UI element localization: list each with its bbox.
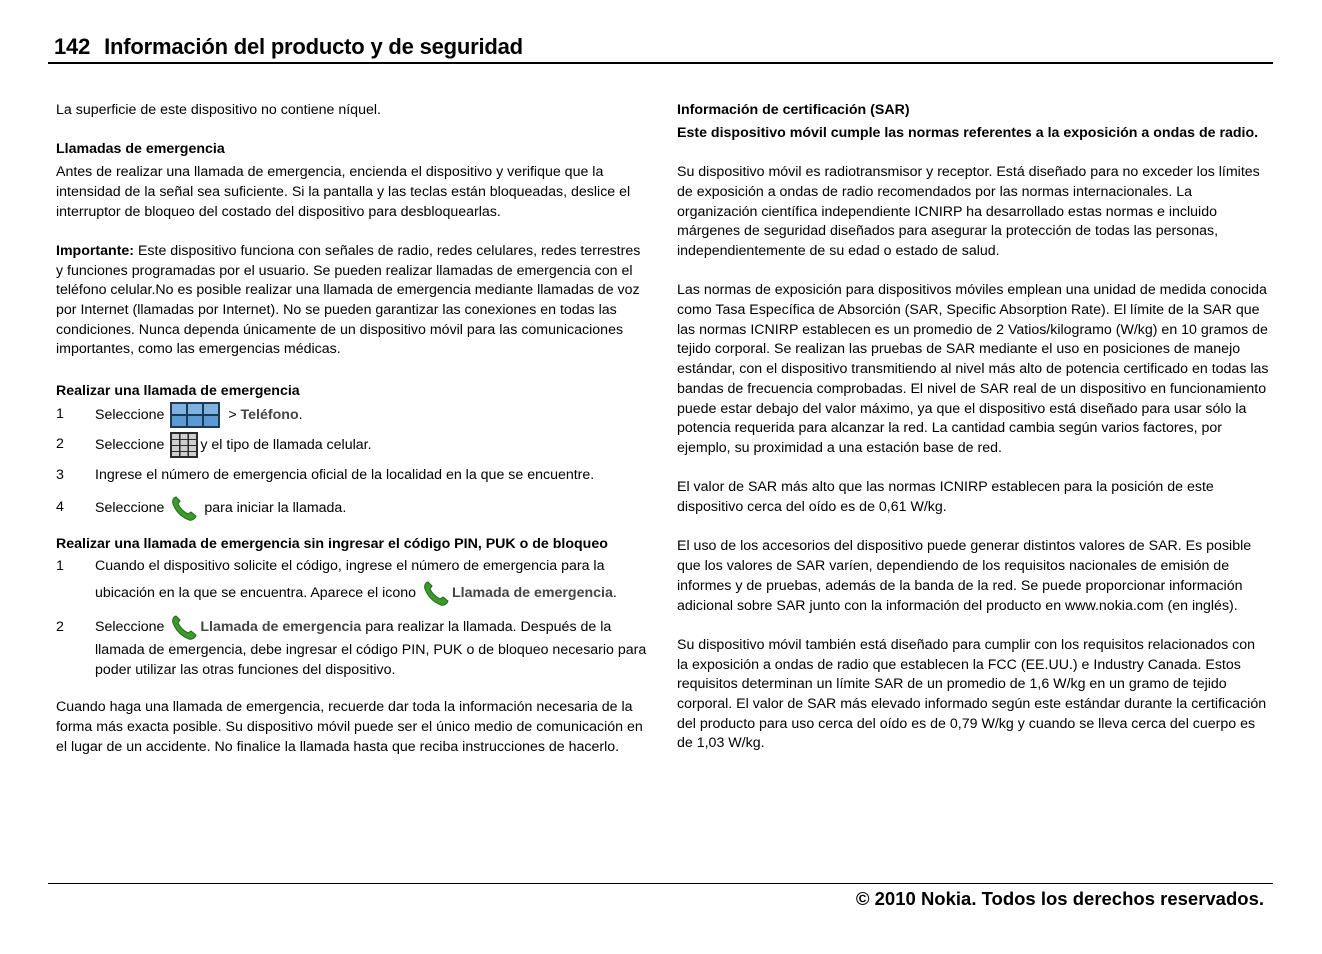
sar-paragraph-2: Las normas de exposición para dispositivos móviles emplean una unidad de medida conocida como Tasa Específica de Absorción (SAR, Specific Absorption Rate). El límite de la SAR que las normas ICNIRP establecen es un promedio de 2 Vatios/kilogramo (W/kg) en 10 gramos de tejido corporal. Se realizan las pruebas de SAR mediante el uso en posiciones de manejo estándar, con el dispositivo transmitiendo al nivel más alto de potencia certificado en todas las bandas de frecuencia comprobadas. El nivel de SAR real de un dispositivo en funcionamiento puede estar debajo del valor máximo, ya que el dispositivo está diseñado para usar sólo la potencia requerida para alcanzar la red. La cantidad cambia según varios factores, por ejemplo, su proximidad a una estación base de red.: [677, 282, 1269, 456]
step-text: llamada de emergencia, debe ingresar el código PIN, PUK o de bloqueo necesario para poder utilizar las otras funciones del dispositivo.: [95, 641, 647, 678]
emergency-text: Antes de realizar una llamada de emergencia, encienda el dispositivo y verifique que la intensidad de la señal sea suficiente. Si la pantalla y las teclas están bloqueadas, deslice el interruptor de bloqueo del costado del dispositivo para desbloquearlas.: [56, 164, 631, 220]
step-text: Ingrese el número de emergencia oficial de la localidad en la que se encuentre.: [95, 466, 595, 483]
important-paragraph: [56, 242, 648, 360]
step-4: 4 Seleccione para iniciar la llamada.: [56, 493, 648, 523]
step-number: 1: [56, 405, 64, 422]
call-icon: [422, 579, 450, 607]
step-text: Seleccione: [95, 406, 165, 423]
step-number: 2: [56, 618, 64, 635]
important-text: Este dispositivo funciona con señales de radio, redes celulares, redes terrestres y funciones programadas por el usuario. Se pueden realizar llamadas de emergencia con el teléfono celular.No es posible realizar una llamada de emergencia mediante llamadas de voz por Internet (llamadas por Internet). No se pueden garantizar las conexiones en todas las condiciones. Nunca dependa únicamente de un dispositivo móvil para las comunicaciones importantes, como las emergencias médicas.: [56, 242, 641, 358]
sar-paragraph-1: Su dispositivo móvil es radiotransmisor y receptor. Está diseñado para no exceder los límites de exposición a ondas de radio recomendados por las normas internacionales. La organización científica independiente ICNIRP ha desarrollado estas normas e incluido márgenes de seguridad diseñados para asegurar la protección de todas las personas, independientemente de su edad o estado de salud.: [677, 164, 1260, 259]
step-number: 1: [56, 558, 64, 575]
keypad-icon[interactable]: [170, 432, 198, 458]
step-2: 2 Seleccione y el tipo de llamada celular.: [56, 431, 648, 459]
sar-paragraph-3: El valor de SAR más alto que las normas ICNIRP establecen para la posición de este dispositivo cerca del oído es de 0,61 W/kg.: [677, 479, 1214, 516]
step-3: [56, 462, 648, 490]
sar-paragraph-4: El uso de los accesorios del dispositivo puede generar distintos valores de SAR. Es posible que los valores de SAR varíen, dependiendo de los requisitos nacionales de emisión de informes y de pruebas, además de la banda de la red. Se puede proporcionar información adicional sobre SAR junto con la información del producto en www.nokia.com (en inglés).: [677, 538, 1252, 614]
nickel-note: La superficie de este dispositivo no contiene níquel.: [56, 102, 381, 118]
nopin-step-1: 1 Cuando el dispositivo solicite el código, ingrese el número de emergencia para la ubicación en la que se encuentra. Aparece el icono Llamada de emergencia.: [56, 557, 648, 607]
step-text: Seleccione: [95, 499, 165, 516]
left-column: [56, 101, 648, 757]
closing-paragraph: Cuando haga una llamada de emergencia, recuerde dar toda la información necesaria de la forma más exacta posible. Su dispositivo móvil puede ser el único medio de comunicación en el lugar de un accidente. No finalice la llamada hasta que reciba instrucciones de hacerlo.: [56, 699, 643, 755]
call-icon[interactable]: [170, 613, 198, 641]
make-call-heading: Realizar una llamada de emergencia: [56, 382, 300, 399]
ui-telefono: Teléfono: [240, 406, 299, 423]
ui-emergency-call: Llamada de emergencia: [451, 584, 613, 601]
emergency-heading: Llamadas de emergencia: [56, 141, 225, 158]
ui-emergency-call: Llamada de emergencia: [200, 618, 362, 635]
copyright: © 2010 Nokia. Todos los derechos reservados.: [855, 888, 1264, 909]
step-1: 1 Seleccione > Teléfono.: [56, 402, 648, 428]
step-number: 3: [56, 466, 64, 483]
step-separator: >: [224, 406, 241, 423]
right-column: [677, 101, 1269, 754]
important-label: Importante:: [56, 242, 135, 259]
sar-subheading: Este dispositivo móvil cumple las normas referentes a la exposición a ondas de radio.: [677, 124, 1259, 141]
page-number: 142: [54, 34, 91, 59]
section-title: Información del producto y de seguridad: [104, 34, 523, 59]
nopin-heading: Realizar una llamada de emergencia sin ingresar el código PIN, PUK o de bloqueo: [56, 535, 608, 552]
page-title: [54, 34, 523, 60]
step-number: 4: [56, 498, 64, 515]
sar-heading: Información de certificación (SAR): [677, 102, 910, 118]
step-number: 2: [56, 435, 64, 452]
nopin-step-2: 2 Seleccione Llamada de emergencia para realizar la llamada. Después de la llamada de emergencia, debe ingresar el código PIN, PUK o de bloqueo necesario para poder utilizar las otras funciones del dispositivo.: [56, 613, 648, 680]
grid-menu-icon[interactable]: [170, 402, 220, 428]
step-text: Cuando el dispositivo solicite el código, ingrese el número de emergencia para la: [95, 558, 605, 575]
step-text: Seleccione: [95, 436, 165, 453]
page-footer: [48, 883, 1273, 909]
sar-paragraph-5: Su dispositivo móvil también está diseñado para cumplir con los requisitos relacionados con la exposición a ondas de radio que establecen la FCC (EE.UU.) e Industry Canada. Estos requisitos determinan un límite SAR de un promedio de 1,6 W/kg en un gramo de tejido corporal. El valor de SAR más elevado informado según este estándar durante la certificación del producto para uso cerca del oído es de 0,79 W/kg y cuando se lleva cerca del cuerpo es de 1,03 W/kg.: [677, 636, 1267, 752]
call-icon[interactable]: [170, 494, 198, 522]
page-header: [48, 30, 1273, 64]
